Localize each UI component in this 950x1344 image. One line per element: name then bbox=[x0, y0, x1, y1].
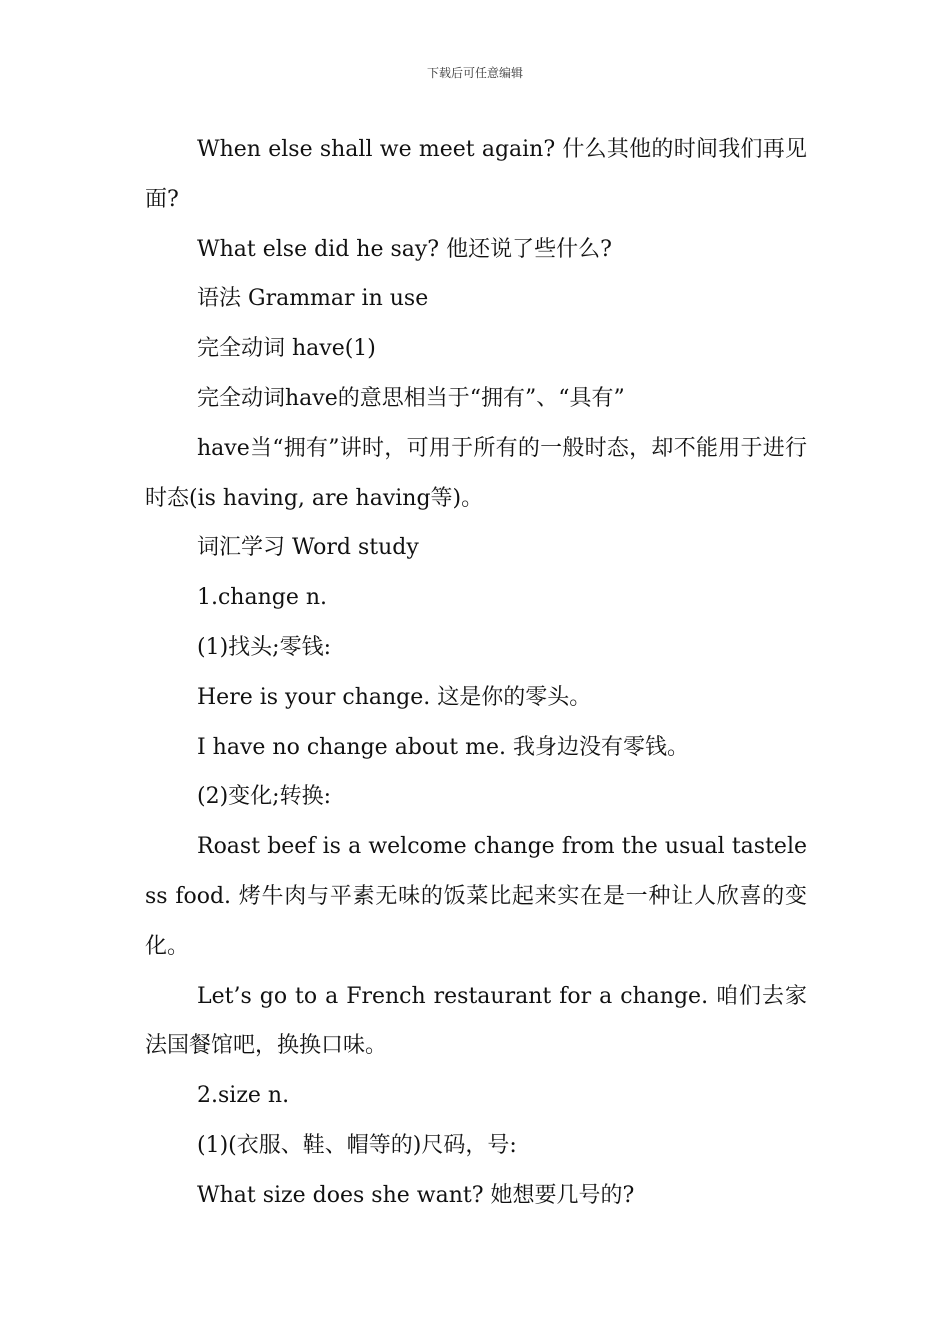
paragraph: (1)找头;零钱: bbox=[197, 634, 331, 660]
vocab-entry-size: 2.size n. bbox=[197, 1083, 290, 1109]
paragraph: 完全动词 have(1) bbox=[197, 336, 376, 362]
section-heading-grammar: 语法 Grammar in use bbox=[197, 286, 429, 312]
example-sentence: What size does she want? 她想要几号的? bbox=[197, 1182, 635, 1208]
example-sentence: Roast beef is a welcome change from the usual tasteless food. 烤牛肉与平素无味的饭菜比起来实在是一种让人欣喜的变化。 bbox=[145, 834, 807, 959]
example-sentence: Let’s go to a French restaurant for a change. 咱们去家法国餐馆吧，换换口味。 bbox=[145, 983, 807, 1059]
paragraph: When else shall we meet again? 什么其他的时间我们再见面? bbox=[145, 137, 807, 212]
paragraph: 完全动词have的意思相当于“拥有”、“具有” bbox=[197, 385, 625, 411]
page-header: 下载后可任意编辑 bbox=[426, 66, 523, 80]
document-body bbox=[145, 125, 807, 1221]
paragraph: (2)变化;转换: bbox=[197, 784, 331, 810]
paragraph: (1)(衣服、鞋、帽等的)尺码，号: bbox=[197, 1132, 517, 1158]
example-sentence: I have no change about me. 我身边没有零钱。 bbox=[197, 734, 690, 760]
paragraph: have当“拥有”讲时，可用于所有的一般时态，却不能用于进行时态(is having, are having等)。 bbox=[145, 435, 807, 511]
section-heading-word-study: 词汇学习 Word study bbox=[197, 535, 419, 561]
vocab-entry-change: 1.change n. bbox=[197, 585, 328, 611]
example-sentence: Here is your change. 这是你的零头。 bbox=[197, 684, 592, 710]
paragraph: What else did he say? 他还说了些什么? bbox=[197, 236, 612, 262]
